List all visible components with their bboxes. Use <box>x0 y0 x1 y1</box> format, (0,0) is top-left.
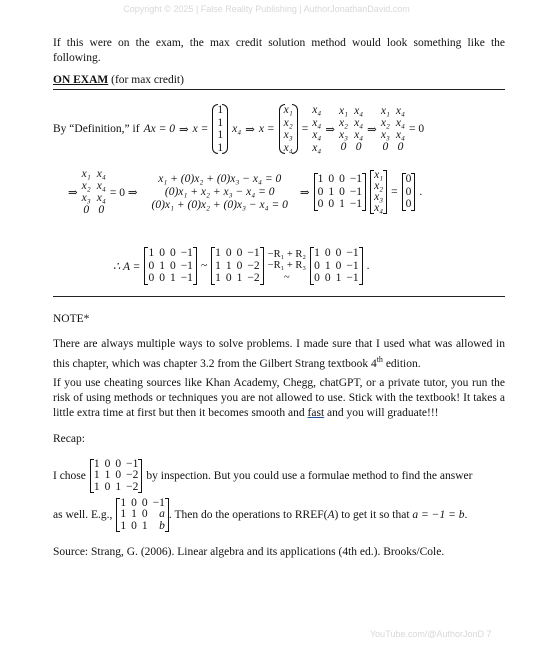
x-symbol: x = <box>192 123 209 135</box>
definition-lead: By “Definition,” if <box>53 123 140 135</box>
tilde-symbol: ~ <box>200 260 208 272</box>
note-p1-sup: th <box>376 355 383 364</box>
period: . <box>419 186 423 198</box>
section-rule <box>53 89 505 90</box>
fraction-equation-2: x₁ x₄ x₂ x₄ x₃ x₄ 0 0 <box>380 105 406 153</box>
note-paragraph-1 <box>53 337 505 372</box>
implies-symbol: ⇒ <box>245 124 255 136</box>
system-eq-1: x₁ + (0)x₂ + (0)x₃ − x₄ = 0 <box>158 172 282 185</box>
recap-line-2 <box>53 496 467 534</box>
section-rule-bottom <box>53 296 505 297</box>
system-eq-3: (0)x₁ + (0)x₂ + (0)x₃ − x₄ = 0 <box>151 198 288 211</box>
matrix-a-result: 1 0 0 −1 0 1 0 −1 0 0 1 −1 <box>310 247 363 285</box>
note-title: NOTE* <box>53 313 90 325</box>
fast-word: fast <box>307 407 325 419</box>
period: . <box>464 509 468 521</box>
tilde-symbol: ~ <box>284 271 290 283</box>
section-heading <box>53 73 505 88</box>
fraction-equation-3: x₁ x₄ x₂ x₄ x₃ x₄ 0 0 <box>81 168 106 216</box>
page-footer: YouTube.com/@AuthorJonD 7 <box>370 629 492 639</box>
x4-column: x₄ x₄ x₄ x₄ <box>312 104 322 154</box>
recap-condition: a = −1 = b <box>412 509 465 521</box>
fraction-equation-1: x₁ x₄ x₂ x₄ x₃ x₄ 0 0 <box>338 105 364 153</box>
period: . <box>366 260 370 272</box>
recap-line-1 <box>53 457 472 495</box>
recap-title: Recap: <box>53 433 85 445</box>
source-citation: Source: Strang, G. (2006). Linear algebra and its applications (4th ed.). Brooks/Cole. <box>53 546 445 558</box>
implies-symbol: ⇒ <box>68 187 78 199</box>
intro-paragraph: If this were on the exam, the max credit solution method would look something like the following. <box>53 37 505 64</box>
x-vector: x₁ x₂ x₃ x₄ <box>279 104 298 154</box>
x-matrix: x₁ x₂ x₃ x₄ <box>370 170 387 214</box>
recap-matrix-ab: 1 0 0 −1 1 1 0 a 1 0 1 b <box>116 498 169 533</box>
recap-then-a: A <box>327 509 335 521</box>
section-title: ON EXAM <box>53 74 109 86</box>
section-subtitle: (for max credit) <box>108 74 184 86</box>
x4-factor: x₄ <box>232 123 242 135</box>
equals-symbol: = <box>391 186 398 198</box>
implies-symbol: ⇒ <box>367 124 377 136</box>
recap-then-b: ) to get it so that <box>334 509 413 521</box>
zero-vector: 0 0 0 <box>402 173 416 211</box>
definition-line <box>53 103 424 155</box>
row-op-1: −R₁ + R₂ <box>267 248 307 260</box>
recap-as-well: as well. E.g., <box>53 509 113 521</box>
recap-then: . Then do the operations to RREF( <box>168 509 328 521</box>
note-p2-end: and you will graduate!!! <box>324 407 439 419</box>
implies-symbol: ⇒ <box>299 187 310 199</box>
implies-symbol: ⇒ <box>178 124 189 136</box>
ones-vector: 1 1 1 1 <box>212 104 228 154</box>
page-header: Copyright © 2025 | False Reality Publishing | AuthorJonathanDavid.com <box>123 4 410 14</box>
system-line <box>68 166 422 218</box>
row-operations <box>268 249 306 284</box>
x-symbol: x = <box>258 123 275 135</box>
row-op-2: −R₁ + R₃ <box>267 260 307 272</box>
note-paragraph-2 <box>53 376 505 421</box>
note-p1-text: There are always multiple ways to solve problems. I made sure that I used what was allowed in this chapter, which was chapter 3.2 from the Gilbert Strang textbook 4 <box>53 338 505 370</box>
implies-symbol: ⇒ <box>325 124 335 136</box>
equals-zero: = 0 <box>409 123 425 135</box>
equation-system <box>151 173 287 212</box>
note-p2-text: If you use cheating sources like Khan Academy, Chegg, chatGPT, or a private tutor, you run the risk of using methods or techniques you are not allowed to use. Stick with the textbook! It takes a little extra time at first but then it becomes smooth and <box>53 377 505 419</box>
definition-equation: Ax = 0 <box>143 123 175 135</box>
recap-inspection-text: by inspection. But you could use a formulae method to find the answer <box>146 470 473 482</box>
matrix-a-rref: 1 0 0 −1 0 1 0 −1 0 0 1 −1 <box>144 247 197 285</box>
coefficient-matrix: 1 0 0 −1 0 1 0 −1 0 0 1 −1 <box>314 173 367 211</box>
matrix-a-original: 1 0 0 −1 1 1 0 −2 1 0 1 −2 <box>211 247 264 285</box>
equals-symbol: = <box>301 123 309 135</box>
therefore-a: ∴ A = <box>113 261 141 273</box>
equals-zero: = 0 ⇒ <box>109 187 138 199</box>
system-eq-2: (0)x₁ + x₂ + x₃ − x₄ = 0 <box>164 185 275 198</box>
recap-chose: I chose <box>53 470 86 482</box>
matrix-reduction-line <box>113 244 369 288</box>
note-p1-end: edition. <box>382 357 421 370</box>
recap-matrix: 1 0 0 −1 1 1 0 −2 1 0 1 −2 <box>90 459 143 494</box>
